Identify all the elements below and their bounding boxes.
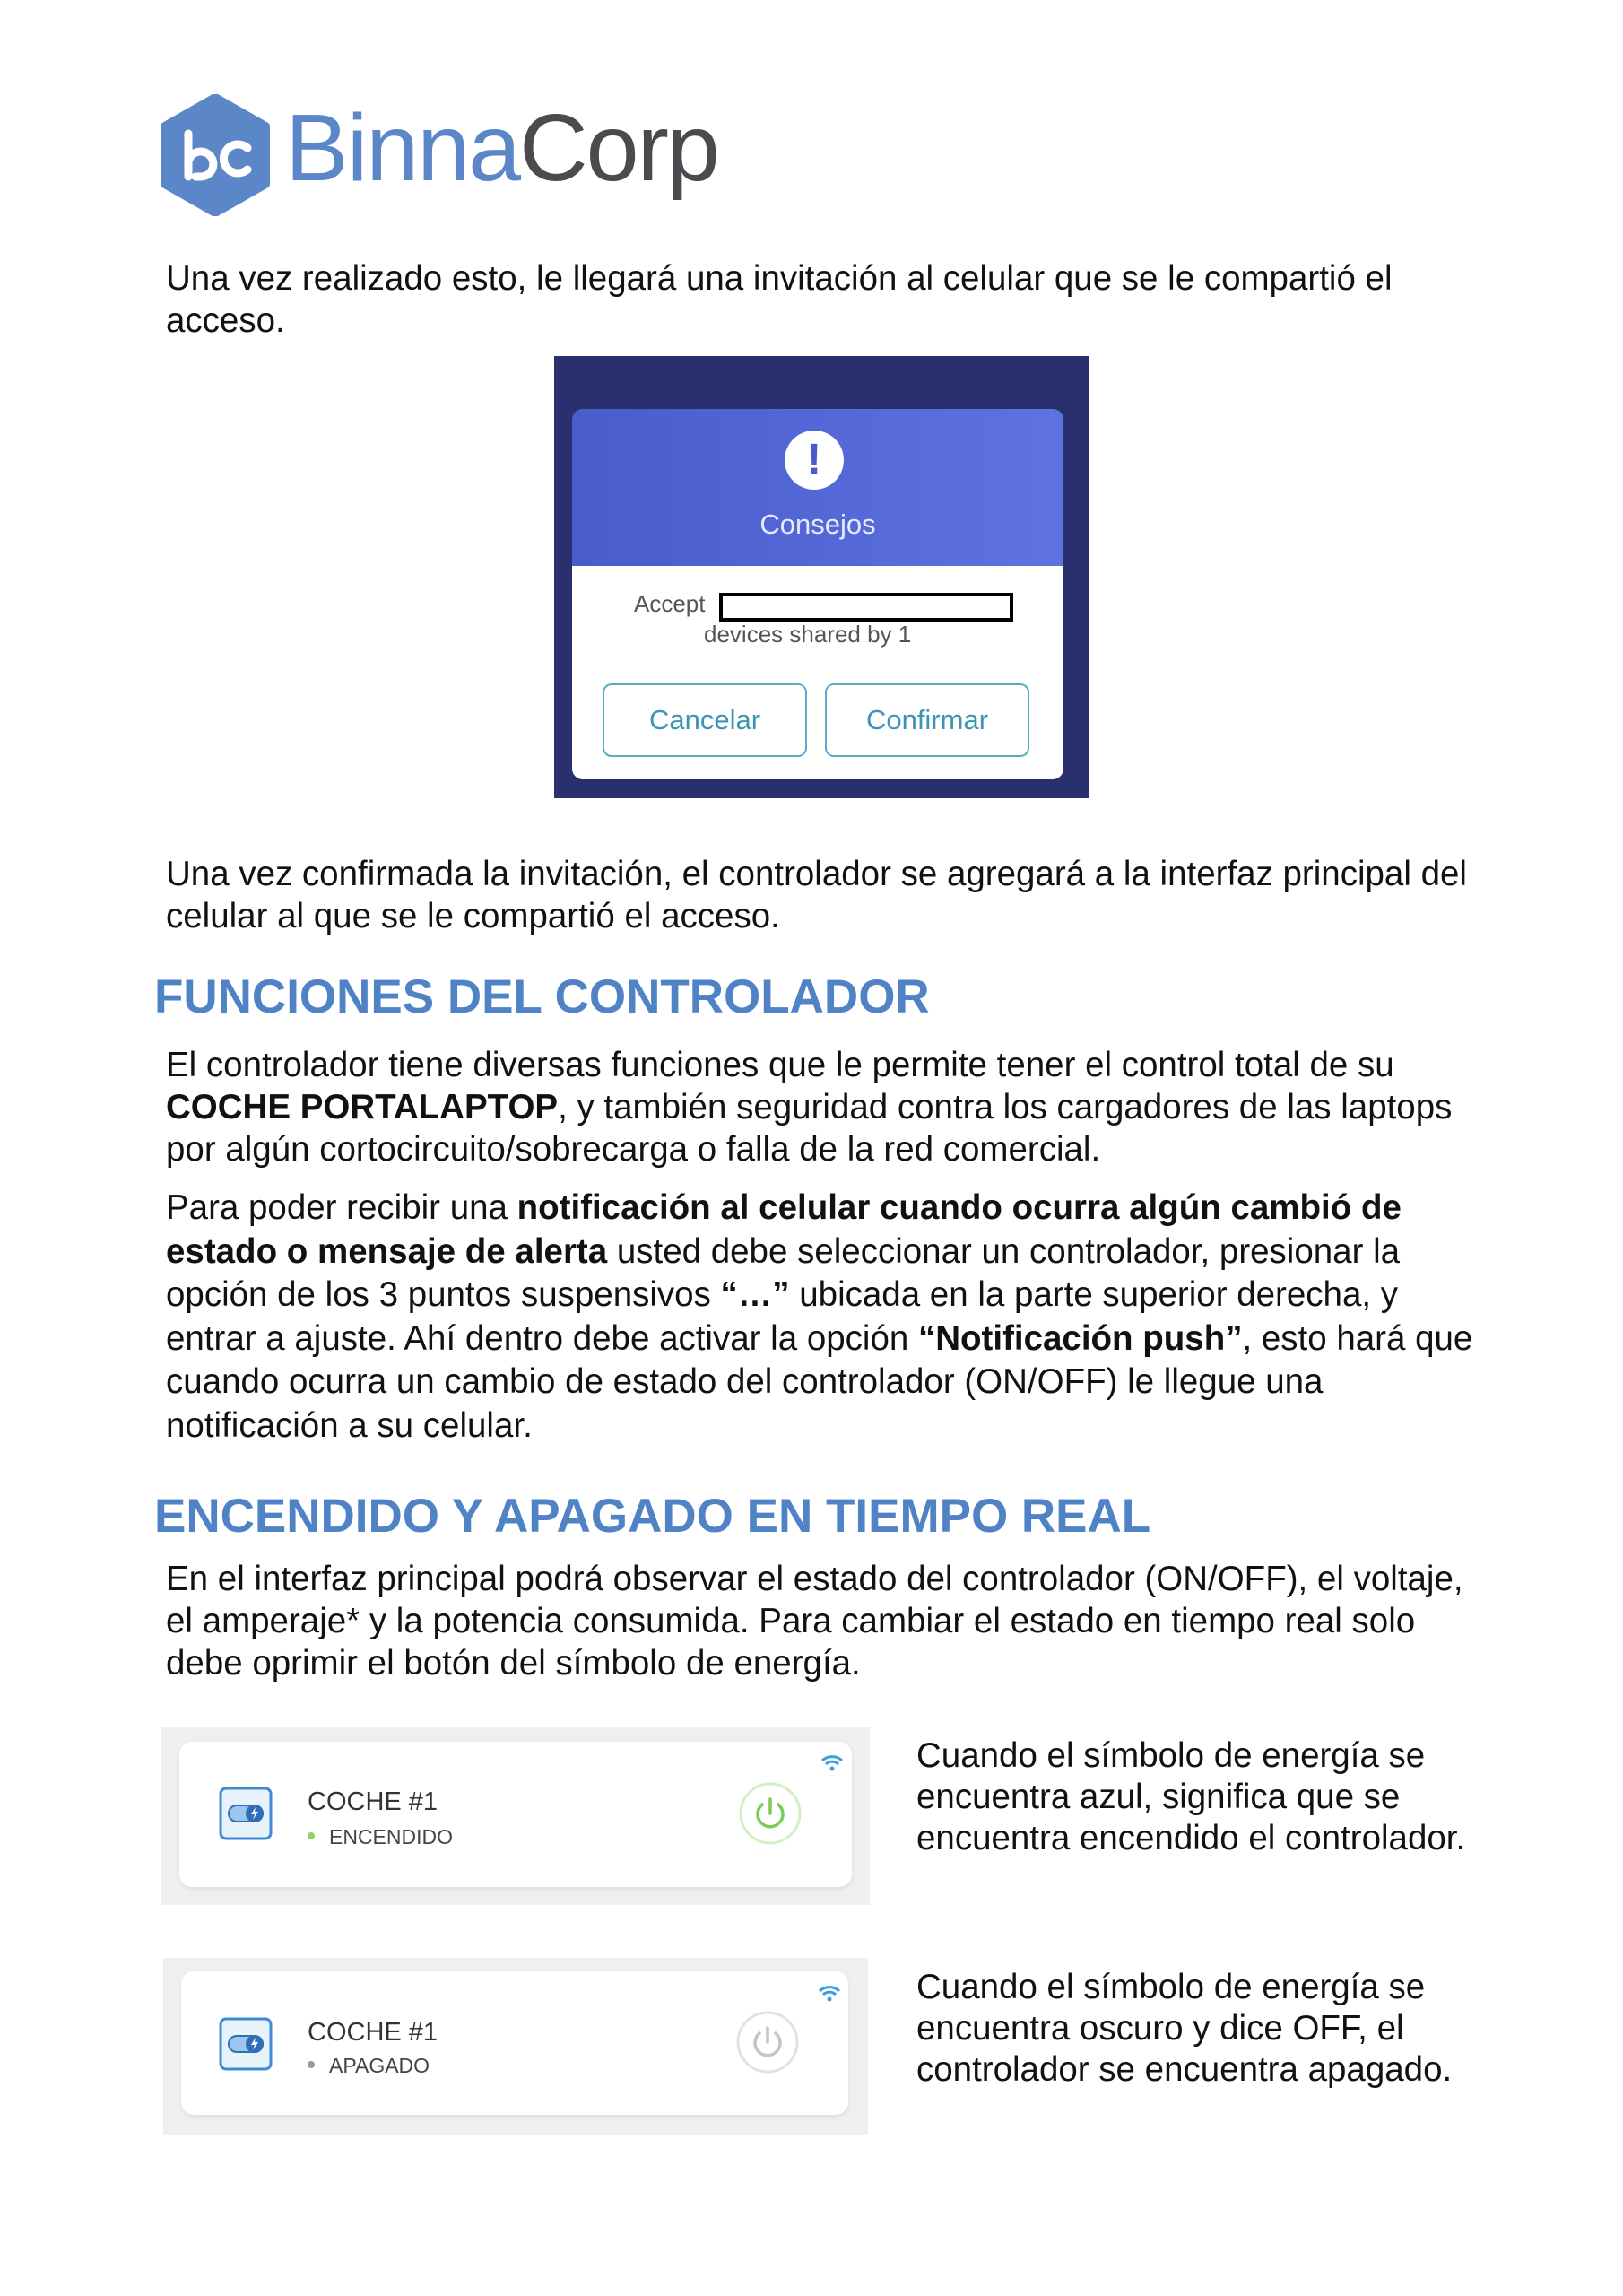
alert-icon: ! <box>785 430 844 490</box>
confirm-button[interactable]: Confirmar <box>825 683 1029 757</box>
bold-run: notificación al celular cuando ocurra algún cambió de estado o mensaje de alerta <box>166 1188 1402 1271</box>
functions-paragraph-2 <box>166 1187 1484 1448</box>
dialog-shared-text: devices shared by 1 <box>704 621 912 648</box>
wifi-icon <box>820 1753 844 1771</box>
device-status <box>308 1825 453 1849</box>
device-off-description: Cuando el símbolo de energía se encuentra oscuro y dice OFF, el controlador se encuentra apagado. <box>916 1968 1453 2089</box>
dialog-title: Consejos <box>759 509 876 540</box>
logo-text-binna: Binna <box>285 95 520 201</box>
redacted-box <box>719 593 1013 622</box>
device-on-description: Cuando el símbolo de energía se encuentra azul, significa que se encuentra encendido el controlador. <box>916 1736 1466 1857</box>
status-dot <box>308 2061 315 2068</box>
bold-run: “…” <box>720 1275 790 1314</box>
text-run: usted debe seleccionar un controlador, presionar la opción de los 3 puntos suspensivos <box>166 1231 1401 1314</box>
power-button-on[interactable] <box>739 1782 802 1845</box>
device-name: COCHE #1 <box>308 1787 438 1816</box>
text-run: ubicada en la parte superior derecha, y entrar a ajuste. Ahí dentro debe activar la opción <box>166 1275 1398 1358</box>
logo-text-corp: Corp <box>519 95 718 201</box>
binnacorp-logo-icon <box>154 94 276 216</box>
device-name: COCHE #1 <box>308 2018 438 2047</box>
section-heading-funciones: FUNCIONES DEL CONTROLADOR <box>154 970 930 1023</box>
text-run: , esto hará que cuando ocurra un cambio de estado del controlador (ON/OFF) le llegue una notificación a su celular. <box>166 1318 1473 1445</box>
status-dot <box>308 1832 315 1839</box>
controller-device-icon <box>218 2016 273 2072</box>
brand-logo-text <box>285 95 718 201</box>
dialog-accept-text: Accept <box>634 590 706 617</box>
status-label: ENCENDIDO <box>329 1825 454 1848</box>
bold-run: COCHE PORTALAPTOP <box>166 1088 559 1126</box>
bold-run: “Notificación push” <box>917 1318 1243 1358</box>
text-run: , y también seguridad contra los cargadores de las laptops por algún cortocircuito/sobrecarga o falla de la red comercial. <box>166 1088 1453 1169</box>
realtime-paragraph: En el interfaz principal podrá observar el estado del controlador (ON/OFF), el voltaje, el amperaje* y la potencia consumida. Para cambiar el estado en tiempo real solo debe oprimir el botón del símbolo de energía. <box>166 1560 1463 1683</box>
device-status <box>308 2054 430 2078</box>
functions-paragraph-1 <box>166 1044 1484 1170</box>
wifi-icon <box>818 1984 841 2002</box>
controller-device-icon <box>218 1786 273 1841</box>
status-label: APAGADO <box>329 2054 430 2077</box>
cancel-button[interactable]: Cancelar <box>603 683 807 757</box>
intro-paragraph: Una vez realizado esto, le llegará una invitación al celular que se le compartió el acceso. <box>166 259 1393 340</box>
section-heading-encendido: ENCENDIDO Y APAGADO EN TIEMPO REAL <box>154 1490 1151 1543</box>
text-run: El controlador tiene diversas funciones que le permite tener el control total de su <box>166 1046 1394 1084</box>
after-dialog-paragraph: Una vez confirmada la invitación, el controlador se agregará a la interfaz principal del celular al que se le compartió el acceso. <box>166 855 1467 935</box>
power-button-off[interactable] <box>736 2011 799 2074</box>
text-run: Para poder recibir una <box>166 1188 517 1227</box>
